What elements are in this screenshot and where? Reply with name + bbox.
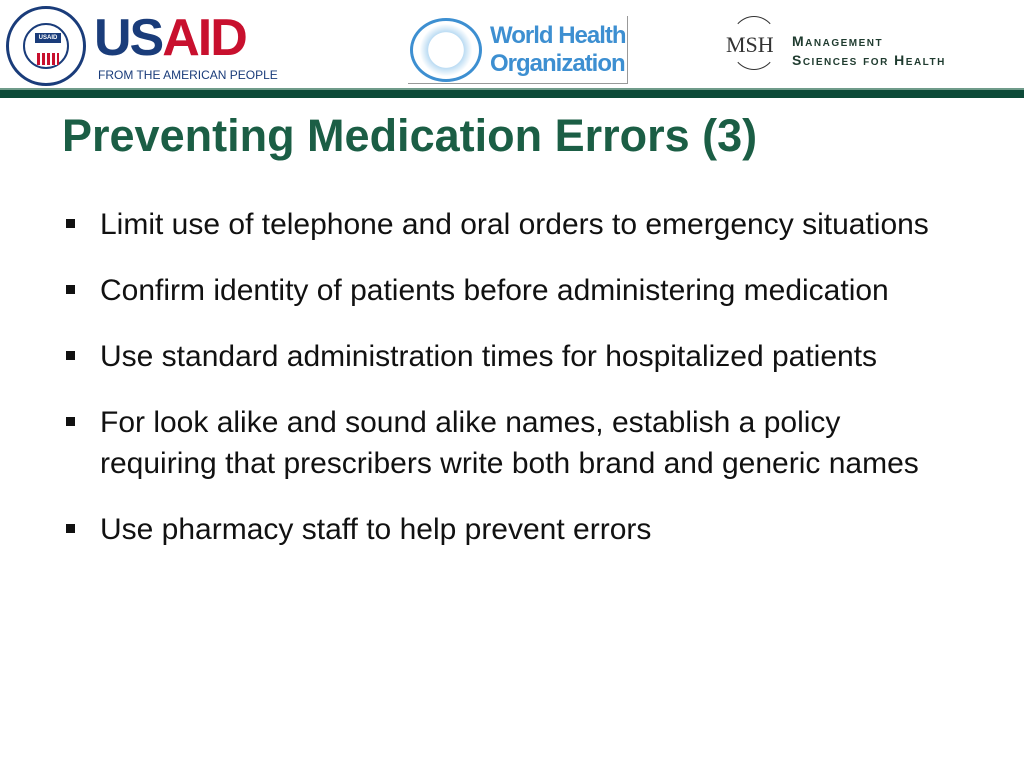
bullet-item bbox=[62, 402, 962, 484]
square-bullet-icon bbox=[66, 285, 75, 294]
bullet-text: Limit use of telephone and oral orders to emergency situations bbox=[100, 208, 929, 241]
bullet-text: For look alike and sound alike names, establish a policy requiring that prescribers write both brand and generic names bbox=[100, 406, 919, 480]
bullet-item bbox=[62, 270, 962, 311]
header-divider bbox=[0, 90, 1024, 98]
bullet-list bbox=[62, 204, 962, 575]
usaid-us: US bbox=[94, 9, 163, 67]
msh-logo bbox=[724, 16, 994, 72]
msh-line1: Management bbox=[792, 33, 884, 49]
usaid-seal-icon bbox=[6, 6, 86, 86]
square-bullet-icon bbox=[66, 219, 75, 228]
bullet-item bbox=[62, 204, 962, 245]
slide-title: Preventing Medication Errors (3) bbox=[62, 110, 758, 161]
who-line2: Organization bbox=[490, 50, 625, 77]
bullet-text: Use pharmacy staff to help prevent errors bbox=[100, 513, 652, 546]
who-emblem-icon bbox=[410, 18, 482, 82]
square-bullet-icon bbox=[66, 351, 75, 360]
bullet-text: Confirm identity of patients before administering medication bbox=[100, 274, 889, 307]
usaid-wordmark bbox=[94, 10, 246, 66]
square-bullet-icon bbox=[66, 524, 75, 533]
bullet-item bbox=[62, 509, 962, 550]
bullet-item bbox=[62, 336, 962, 377]
msh-abbr: MSH bbox=[726, 32, 774, 57]
msh-line2: Sciences for Health bbox=[792, 52, 946, 68]
usaid-tagline: FROM THE AMERICAN PEOPLE bbox=[98, 68, 278, 82]
usaid-logo bbox=[6, 6, 276, 88]
who-line1: World Health bbox=[490, 22, 626, 49]
who-logo bbox=[408, 16, 628, 84]
usaid-seal-text: USAID bbox=[35, 33, 61, 43]
usaid-aid: AID bbox=[162, 9, 246, 67]
bullet-text: Use standard administration times for hospitalized patients bbox=[100, 340, 878, 373]
square-bullet-icon bbox=[66, 417, 75, 426]
